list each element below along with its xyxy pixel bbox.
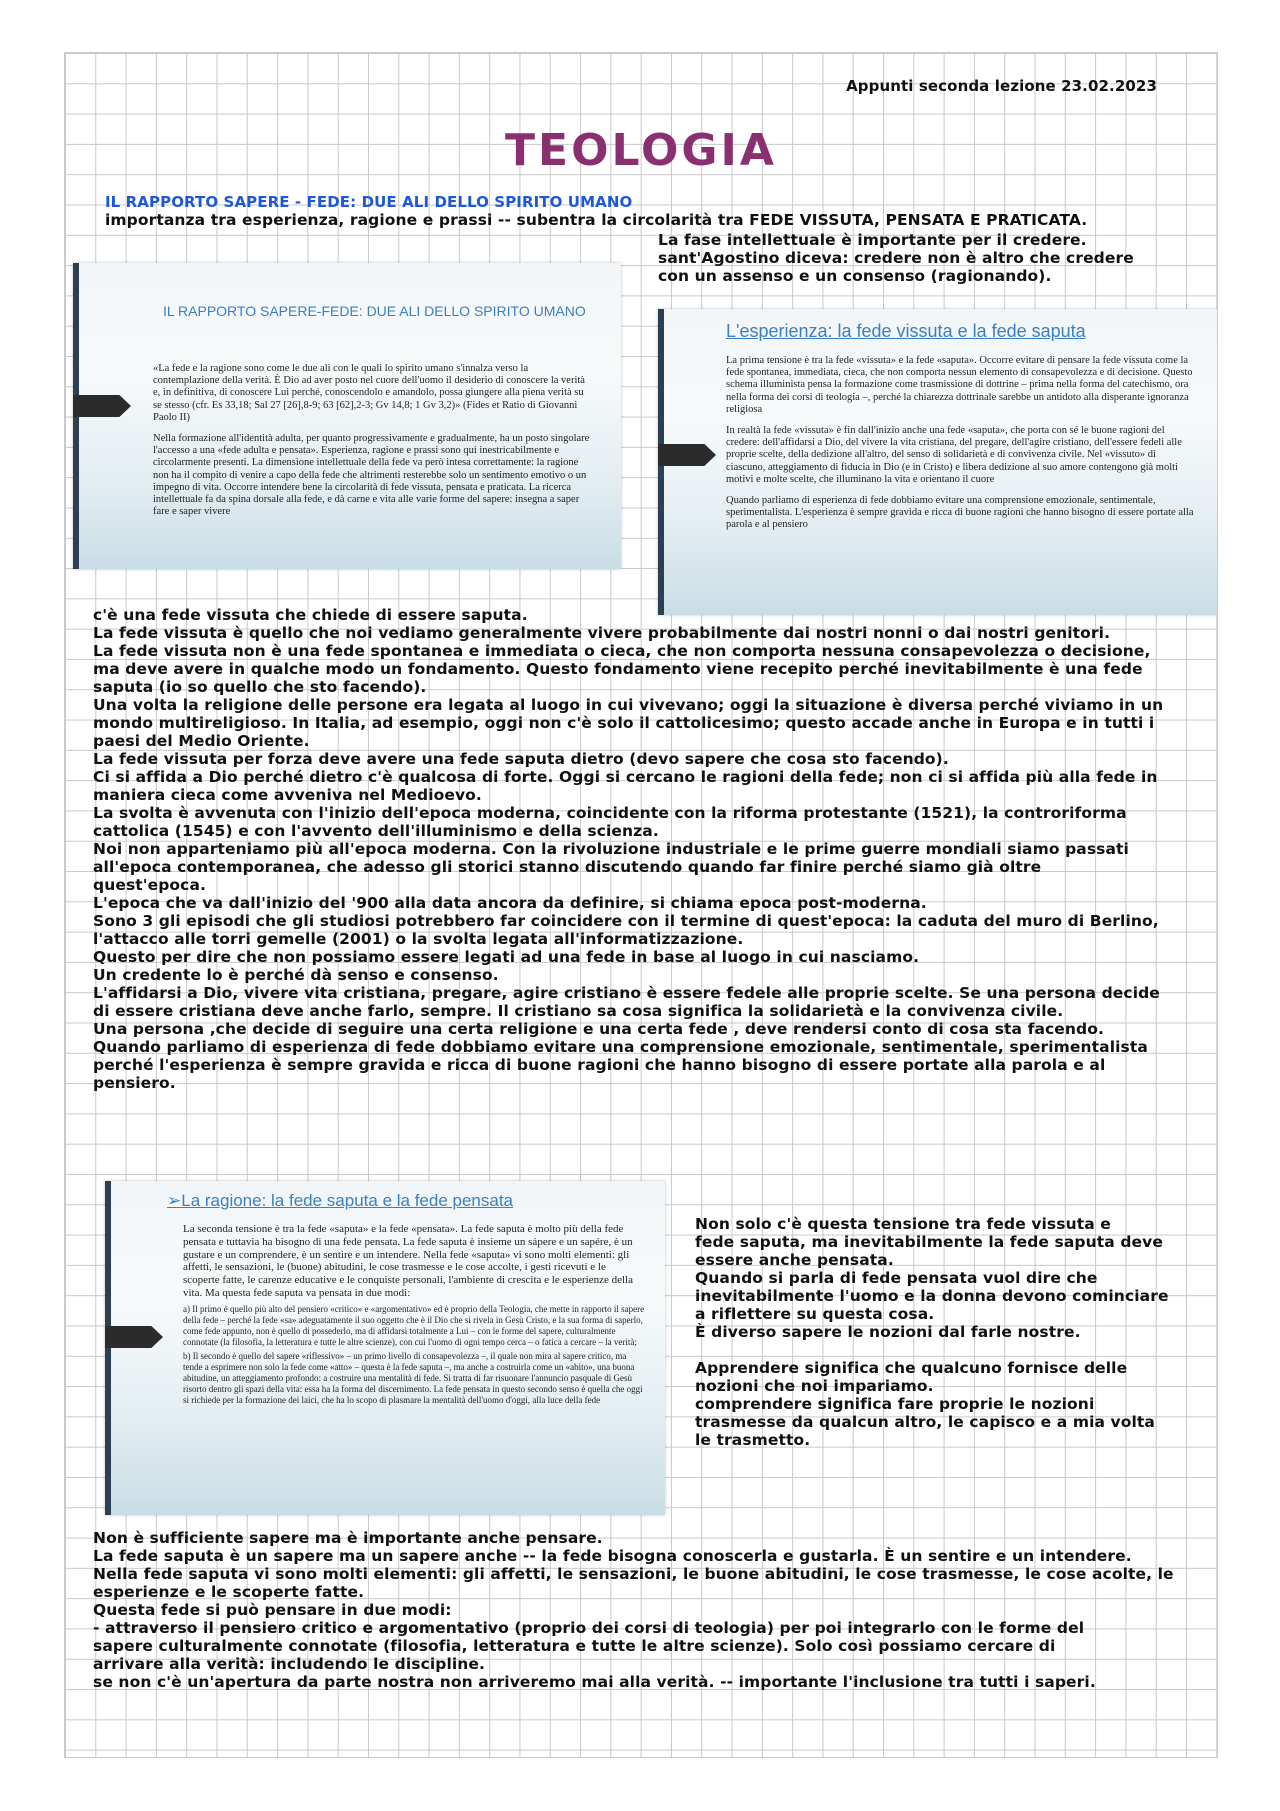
side-note-bottom: [695, 1215, 1185, 1449]
side-note-top: [658, 231, 1178, 285]
notes-bottom: [93, 1529, 1203, 1691]
note-line: La fede saputa è un sapere ma un sapere anche -- la fede bisogna conoscerla e gustarla. È un sentire e un intendere.: [93, 1547, 1132, 1565]
note-line: È diverso sapere le nozioni dal farle nostre.: [695, 1323, 1081, 1341]
note-line: le trasmetto.: [695, 1431, 811, 1449]
slide-esperienza: [658, 309, 1218, 615]
slide-quote: «La fede e la ragione sono come le due ali con le quali lo spirito umano s'innalza verso la contemplazione della verità. È Dio ad aver posto nel cuore dell'uomo il desiderio di conoscere la verità e, in definitiva, di conoscere Lui perché, conoscendolo e amandolo, possa giungere alla piena verità su se stesso (cfr. Es 33,18; Sal 27 [26],8-9; 63 [62],2-3; Gv 14,8; 1 Gv 3,2)» (Fides et Ratio di Giovanni Paolo II): [153, 363, 585, 423]
note-line: mondo multireligioso. In Italia, ad esempio, oggi non c'è solo il cattolicesimo; questo accade anche in Europa e in tutti i: [93, 714, 1155, 732]
notes-middle: [93, 606, 1203, 1092]
slide-arrow-icon: [105, 1326, 163, 1348]
note-line: Nella fede saputa vi sono molti elementi: gli affetti, le sensazioni, le buone abitudini, le cose trasmesse, le cose acolte, le: [93, 1565, 1174, 1583]
slide-body: Nella formazione all'identità adulta, per quanto progressivamente e gradualmente, ha un posto singolare l'accesso a una «fede adulta e pensata». Esperienza, ragione e prassi sono qui inestricabilmente e circolarmente presenti. La dimensione intellettuale della fede va però intesa correttamente: la ragione non ha il compito di venire a capo della fede che altrimenti resterebbe solo un sentimento emotivo o un impegno di vita. Occorre intendere bene la circolarità di fede vissuta, pensata e praticata. La ricerca intellettuale fa da spina dorsale alla fede, e dà carne e vita alle varie forme del sapere: insegna a saper fare e saper vivere: [153, 433, 590, 518]
note-line: essere anche pensata.: [695, 1251, 894, 1269]
note-line: quest'epoca.: [93, 876, 207, 894]
note-line: fede saputa, ma inevitabilmente la fede saputa deve: [695, 1233, 1163, 1251]
note-line: c'è una fede vissuta che chiede di essere saputa.: [93, 606, 528, 624]
note-line: Questa fede si può pensare in due modi:: [93, 1601, 452, 1619]
note-line: La fase intellettuale è importante per il credere.: [658, 231, 1087, 249]
section-subtitle: IL RAPPORTO SAPERE - FEDE: DUE ALI DELLO SPIRITO UMANO: [105, 193, 633, 211]
note-line: inevitabilmente l'uomo e la donna devono cominciare: [695, 1287, 1169, 1305]
slide-paragraph: La prima tensione è tra la fede «vissuta» e la fede «saputa». Occorre evitare di pensare la fede vissuta come la fede spontanea, immediata, cieca, che non comporta nessun elemento di consapevolezza e di decisione. Questo schema illuminista pensa la formazione come trasmissione di dottrine – prima nella forma del catechismo, ora nella forma dei corsi di teologia –, perché la chiarezza dottrinale sarebbe un antidoto alla disperante ignoranza religiosa: [726, 355, 1193, 415]
slide-rapporto-sapere-fede: [73, 263, 621, 569]
note-line: Apprendere significa che qualcuno fornisce delle: [695, 1359, 1128, 1377]
note-line: L'epoca che va dall'inizio del '900 alla data ancora da definire, si chiama epoca post-moderna.: [93, 894, 927, 912]
note-line: nozioni che noi impariamo.: [695, 1377, 934, 1395]
note-line: cattolica (1545) e con l'avvento dell'illuminismo e della scienza.: [93, 822, 659, 840]
note-line: L'affidarsi a Dio, vivere vita cristiana, pregare, agire cristiano è essere fedele alle proprie scelte. Se una persona decide: [93, 984, 1160, 1002]
note-line: trasmesse da qualcun altro, le capisco e a mia volta: [695, 1413, 1155, 1431]
page-title: TEOLOGIA: [505, 125, 777, 176]
note-line: Ci si affida a Dio perché dietro c'è qualcosa di forte. Oggi si cercano le ragioni della fede; non ci si affida più alla fede in: [93, 768, 1158, 786]
slide-paragraph: b) Il secondo è quello del sapere «riflessivo» – un primo livello di consapevolezza –, il quale non mira al sapere critico, ma tende a esprimere non solo la fede come «atto» – questa è la fede saputa –, ma anche a costruirla come un «abito», una buona abitudine, un atteggiamento profondo: a costruire una mentalità di fede. Si tratta di far risuonare l'annuncio pasquale di Gesù risorto dentro gli spazi della vita: essa ha la forma del discernimento. La fede pensata in questo secondo senso è quella che oggi si richiede per la formazione dei laici, che ha lo scopo di plasmare la mentalità dell'uomo d'oggi, alla luce della fede: [183, 1350, 643, 1405]
note-line: Quando si parla di fede pensata vuol dire che: [695, 1269, 1098, 1287]
note-line: - attraverso il pensiero critico e argomentativo (proprio dei corsi di teologia) per poi integrarlo con le forme del: [93, 1619, 1085, 1637]
note-line: Una persona ,che decide di seguire una certa religione e una certa fede , deve rendersi conto di cosa sta facendo.: [93, 1020, 1104, 1038]
note-line: se non c'è un'apertura da parte nostra non arriveremo mai alla verità. -- importante l'inclusione tra tutti i saperi.: [93, 1673, 1096, 1691]
note-line: pensiero.: [93, 1074, 176, 1092]
note-line: esperienze e le scoperte fatte.: [93, 1583, 365, 1601]
note-line: di essere cristiana deve anche farlo, sempre. Il cristiano sa cosa significa la solidarietà e la convivenza civile.: [93, 1002, 1064, 1020]
note-line: La svolta è avvenuta con l'inizio dell'epoca moderna, coincidente con la riforma protestante (1521), la controriforma: [93, 804, 1127, 822]
note-line: Un credente lo è perché dà senso e consenso.: [93, 966, 499, 984]
note-line: sapere culturalmente connotate (filosofia, letteratura e tutte le altre scienze). Solo così possiamo cercare di: [93, 1637, 1056, 1655]
slide-title: ➢La ragione: la fede saputa e la fede pensata: [167, 1191, 514, 1210]
note-line: paesi del Medio Oriente.: [93, 732, 310, 750]
slide-arrow-icon: [658, 444, 716, 466]
slide-accent-bar: [105, 1181, 111, 1515]
note-line: all'epoca contemporanea, che adesso gli storici stanno discutendo quando far finire perché siamo già oltre: [93, 858, 1042, 876]
note-line: La fede vissuta è quello che noi vediamo generalmente vivere probabilmente dai nostri nonni o dai nostri genitori.: [93, 624, 1111, 642]
slide-ragione: [105, 1181, 665, 1515]
note-line: Una volta la religione delle persone era legata al luogo in cui vivevano; oggi la situazione è diversa perché viviamo in un: [93, 696, 1164, 714]
note-line: saputa (io so quello che sto facendo).: [93, 678, 427, 696]
slide-paragraph: Quando parliamo di esperienza di fede dobbiamo evitare una comprensione emozionale, sentimentale, sperimentalista. L'esperienza è sempre gravida e ricca di buone ragioni che hanno bisogno di essere portate alla parola e al pensiero: [726, 495, 1194, 531]
slide-paragraph: a) Il primo è quello più alto del pensiero «critico» e «argomentativo» ed è proprio della Teologia, che mette in rapporto il sapere della fede – perché la fede «sa» adeguatamente il suo oggetto che è il Dio che si rivela in Gesù Cristo, e la sua forma di saperlo, come fede appunto, non è quello di possederlo, ma di affidarsi totalmente a Lui – con le forme del sapere, culturalmente connotate (la filosofia, la letteratura e tutte le altre scienze), con cui l'uomo di ogni tempo cerca – o fatica a cercare – la verità;: [183, 1303, 645, 1347]
note-line: Non è sufficiente sapere ma è importante anche pensare.: [93, 1529, 603, 1547]
note-line: La fede vissuta per forza deve avere una fede saputa dietro (devo sapere che cosa sto facendo).: [93, 750, 949, 768]
note-line: arrivare alla verità: includendo le discipline.: [93, 1655, 486, 1673]
note-line: maniera cieca come avveniva nel Medioevo.: [93, 786, 482, 804]
note-line: La fede vissuta non è una fede spontanea e immediata o cieca, che non comporta nessuna consapevolezza o decisione,: [93, 642, 1151, 660]
note-line: perché l'esperienza è sempre gravida e ricca di buone ragioni che hanno bisogno di essere portate alla parola e al: [93, 1056, 1106, 1074]
note-line: Questo per dire che non possiamo essere legati ad una fede in base al luogo in cui nasciamo.: [93, 948, 920, 966]
slide-paragraph: La seconda tensione è tra la fede «saputa» e la fede «pensata». La fede saputa è molto più della fede pensata e tuttavia ha bisogno di una fede pensata. La fede saputa è insieme un sápere e un sapére, è un gustare e un comprendere, è un sentire e un intendere. Nella fede «saputa» vi sono molti elementi: gli affetti, le sensazioni, le (buone) abitudini, le cose trasmesse e le cose accolte, i gesti ricevuti e le scoperte fatte, le carenze educative e le conquiste personali, l'ambiente di crescita e le esperienze della vita. Ma questa fede saputa va pensata in due modi:: [183, 1223, 633, 1299]
note-line: a riflettere su questa cosa.: [695, 1305, 935, 1323]
notebook-page: [64, 52, 1218, 1758]
note-line: Noi non apparteniamo più all'epoca moderna. Con la rivoluzione industriale e le prime guerre mondiali siamo passati: [93, 840, 1129, 858]
note-line: Sono 3 gli episodi che gli studiosi potrebbero far coincidere con il termine di quest'epoca: la caduta del muro di Berlino,: [93, 912, 1159, 930]
header-date: Appunti seconda lezione 23.02.2023: [846, 77, 1157, 95]
note-line: con un assenso e un consenso (ragionando).: [658, 267, 1052, 285]
note-line: Non solo c'è questa tensione tra fede vissuta e: [695, 1215, 1111, 1233]
slide-title: IL RAPPORTO SAPERE-FEDE: DUE ALI DELLO SPIRITO UMANO: [163, 303, 586, 319]
note-line: l'attacco alle torri gemelle (2001) o la svolta legata all'informatizzazione.: [93, 930, 744, 948]
intro-note: importanza tra esperienza, ragione e prassi -- subentra la circolarità tra FEDE VISSUTA, PENSATA E PRATICATA.: [105, 211, 1088, 229]
slide-paragraph: In realtà la fede «vissuta» è fin dall'inizio anche una fede «saputa», che porta con sé le buone ragioni del credere: dell'affidarsi a Dio, del vivere la vita cristiana, del pregare, dell'agire cristiano, dell'essere fedeli alle proprie scelte, della dedizione all'altro, del senso di solidarietà e di convivenza civile. Nel «vissuto» di ciascuno, atteggiamento di fiducia in Dio (e in Cristo) e libera dedizione al suo amore contengono già molti motivi e molte scelte, che illuminano la vita e orientano il cuore: [726, 425, 1182, 485]
slide-title: L'esperienza: la fede vissuta e la fede saputa: [726, 321, 1086, 341]
note-line: sant'Agostino diceva: credere non è altro che credere: [658, 249, 1134, 267]
slide-arrow-icon: [73, 395, 131, 417]
note-line: [695, 1341, 1185, 1359]
note-line: ma deve avere in qualche modo un fondamento. Questo fondamento viene recepito perché inevitabilmente è una fede: [93, 660, 1143, 678]
note-line: comprendere significa fare proprie le nozioni: [695, 1395, 1095, 1413]
note-line: Quando parliamo di esperienza di fede dobbiamo evitare una comprensione emozionale, sentimentale, sperimentalista: [93, 1038, 1148, 1056]
